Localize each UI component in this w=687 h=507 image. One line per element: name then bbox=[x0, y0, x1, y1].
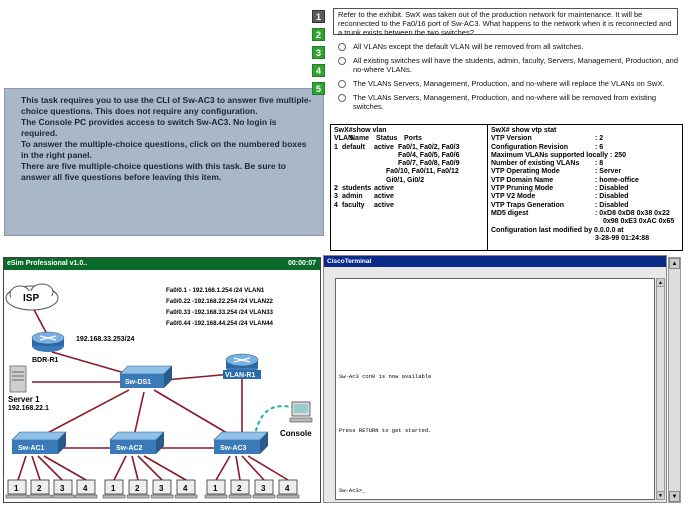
vtp-key: VTP Traps Generation bbox=[491, 201, 565, 209]
isp-label: ISP bbox=[23, 293, 40, 304]
radio-button[interactable] bbox=[338, 43, 346, 51]
host-number: 4 bbox=[83, 484, 88, 493]
vlan-ports: Fa0/10, Fa0/11, Fa0/12 bbox=[386, 168, 459, 176]
vlan-id: 1 bbox=[334, 143, 338, 151]
ac3-label: Sw-AC3 bbox=[220, 445, 247, 452]
vlan-r1-label: VLAN-R1 bbox=[225, 372, 256, 379]
vtp-value: : home-office bbox=[595, 176, 639, 184]
table-row bbox=[334, 160, 484, 168]
host-number: 1 bbox=[14, 484, 19, 493]
answer-option-2[interactable] bbox=[338, 56, 683, 74]
vlan-name bbox=[342, 168, 374, 176]
vlan-id bbox=[334, 160, 342, 168]
subnet-line-1: Fa0/0.1 - 192.168.1.254 /24 VLAN1 bbox=[166, 287, 265, 294]
question-button-3[interactable]: 3 bbox=[312, 46, 325, 59]
esim-window bbox=[3, 257, 321, 503]
table-row bbox=[491, 144, 679, 152]
vlan-name: admin bbox=[342, 193, 363, 201]
answer-option-1[interactable] bbox=[338, 42, 683, 51]
ac2-label: Sw-AC2 bbox=[116, 445, 143, 452]
terminal-prompt: Sw-Ac3>_ bbox=[339, 487, 366, 494]
esim-timer: 00:00:07 bbox=[287, 260, 316, 267]
vlan-status: active bbox=[374, 193, 394, 201]
terminal-line: Press RETURN to get started. bbox=[339, 427, 432, 434]
vlan-id bbox=[334, 168, 342, 176]
server-label: Server 1 bbox=[8, 395, 40, 404]
vtp-key: Configuration Revision bbox=[491, 143, 568, 151]
terminal-scrollbar[interactable] bbox=[656, 278, 665, 500]
host-pc-icon[interactable] bbox=[75, 480, 97, 498]
ac3-hosts bbox=[205, 480, 299, 498]
instruction-2: The Console PC provides access to switch Sw-AC3. No login is required. bbox=[21, 117, 277, 138]
vtp-key: Maximum VLANs supported locally bbox=[491, 151, 609, 159]
vlan-name: faculty bbox=[342, 201, 365, 209]
host-number: 2 bbox=[237, 484, 242, 493]
vtp-key: VTP Domain Name bbox=[491, 176, 554, 184]
table-row bbox=[334, 193, 484, 201]
bdr-ip-label: 192.168.33.253/24 bbox=[76, 336, 135, 343]
md5-continuation: 0x98 0xE3 0xAC 0x65 bbox=[603, 218, 675, 226]
answer-label: All VLANs except the default VLAN will be removed from all switches. bbox=[353, 42, 584, 51]
vlan-status: active bbox=[374, 185, 394, 193]
exhibit-output bbox=[330, 124, 683, 251]
table-row bbox=[491, 177, 679, 185]
bdr-label: BDR-R1 bbox=[32, 357, 59, 364]
vtp-value: : Server bbox=[595, 168, 622, 176]
vtp-value: : Disabled bbox=[595, 185, 629, 193]
radio-button[interactable] bbox=[338, 57, 346, 65]
vtp-key: VTP V2 Mode bbox=[491, 193, 536, 201]
host-pc-icon[interactable] bbox=[205, 480, 227, 498]
vlan-status: active bbox=[374, 143, 394, 151]
table-row bbox=[491, 185, 679, 193]
vlan-status bbox=[374, 160, 398, 168]
answer-option-4[interactable] bbox=[338, 93, 683, 111]
vlan-id bbox=[334, 177, 342, 185]
vtp-value: : 8 bbox=[595, 160, 604, 168]
vlan-status: active bbox=[374, 201, 394, 209]
vtp-value: : 6 bbox=[595, 143, 604, 151]
vtp-key: VTP Version bbox=[491, 135, 532, 143]
show-vlan-output bbox=[331, 125, 488, 250]
vtp-key: VTP Pruning Mode bbox=[491, 185, 554, 193]
host-number: 2 bbox=[135, 484, 140, 493]
table-row bbox=[491, 168, 679, 176]
answer-options bbox=[338, 42, 683, 116]
question-button-5[interactable]: 5 bbox=[312, 82, 325, 95]
link-ds1-ac3 bbox=[154, 390, 232, 436]
vlan-name bbox=[342, 152, 374, 160]
vlan-id bbox=[334, 152, 342, 160]
vtp-key: VTP Operating Mode bbox=[491, 168, 560, 176]
table-row bbox=[334, 202, 484, 210]
console-pc-icon[interactable] bbox=[290, 402, 312, 422]
vlan-ports bbox=[398, 193, 484, 201]
table-row bbox=[491, 135, 679, 143]
esim-title: eSim Professional v1.0.. bbox=[7, 260, 88, 267]
vlan-col-header: VLAN bbox=[334, 135, 354, 143]
cisco-terminal-window bbox=[323, 255, 667, 503]
vlan-name bbox=[342, 177, 374, 185]
console-label: Console bbox=[280, 429, 312, 438]
vlan-id: 2 bbox=[334, 185, 338, 193]
answer-label: The VLANs Servers, Management, Production, and no-where will be removed from existing switches. bbox=[353, 93, 657, 111]
vlan-status bbox=[374, 152, 398, 160]
answer-option-3[interactable] bbox=[338, 79, 683, 88]
host-pc-icon[interactable] bbox=[52, 480, 74, 498]
host-pc-icon[interactable] bbox=[29, 480, 51, 498]
ac1-label: Sw-AC1 bbox=[18, 445, 45, 452]
ports-col-header: Ports bbox=[404, 135, 422, 143]
table-row bbox=[491, 193, 679, 201]
link-ds1-ac1 bbox=[38, 390, 129, 438]
vlan-ports: Fa0/7, Fa0/8, Fa0/9 bbox=[398, 160, 460, 168]
bdr-router-icon[interactable] bbox=[32, 332, 64, 352]
scroll-down-icon[interactable]: ▼ bbox=[658, 493, 663, 499]
vlan-id: 3 bbox=[334, 193, 338, 201]
ds1-label: Sw-DS1 bbox=[125, 379, 152, 386]
vtp-value: : 250 bbox=[610, 151, 627, 159]
table-row bbox=[334, 185, 484, 193]
ac2-hosts bbox=[103, 480, 197, 498]
vlan-status bbox=[374, 177, 386, 185]
vtp-value: : 2 bbox=[595, 135, 604, 143]
vtp-command: SwX# show vtp stat bbox=[491, 127, 557, 134]
table-row bbox=[491, 160, 679, 168]
terminal-title-bar: CiscoTerminal bbox=[324, 256, 666, 267]
task-instructions bbox=[4, 88, 324, 236]
host-pc-icon[interactable] bbox=[127, 480, 149, 498]
scroll-up-icon[interactable]: ▲ bbox=[669, 258, 680, 269]
host-number: 3 bbox=[60, 484, 65, 493]
last-modified: Configuration last modified by 0.0.0.0 at bbox=[491, 226, 624, 234]
host-pc-icon[interactable] bbox=[253, 480, 275, 498]
scroll-down-icon[interactable]: ▼ bbox=[669, 491, 680, 502]
answer-label: All existing switches will have the students, admin, faculty, Servers, Management, Production, and no-where VLANs. bbox=[353, 56, 679, 74]
server-ip-label: 192.168.22.1 bbox=[8, 405, 49, 412]
terminal-line: Sw-Ac3 con0 is now available bbox=[339, 373, 432, 380]
vtp-key: Number of existing VLANs bbox=[491, 160, 580, 168]
terminal-screen[interactable] bbox=[335, 278, 655, 500]
host-number: 4 bbox=[285, 484, 290, 493]
vtp-key: MD5 digest bbox=[491, 209, 529, 217]
vlan-ports: Fa0/1, Fa0/2, Fa0/3 bbox=[398, 143, 460, 151]
vlan-status bbox=[374, 168, 386, 176]
host-pc-icon[interactable] bbox=[103, 480, 125, 498]
vlan-name: default bbox=[342, 143, 365, 151]
radio-button[interactable] bbox=[338, 80, 346, 88]
vtp-value: : Disabled bbox=[595, 201, 629, 209]
host-pc-icon[interactable] bbox=[175, 480, 197, 498]
link-ds1-ac2 bbox=[134, 392, 144, 436]
vlan-name: students bbox=[342, 185, 372, 193]
table-row bbox=[334, 144, 484, 152]
answer-label: The VLANs Servers, Management, Production, and no-where will replace the VLANs on SwX. bbox=[353, 79, 665, 88]
subnet-line-2: Fa0/0.22 -192.168.22.254 /24 VLAN22 bbox=[166, 298, 273, 305]
subnet-line-3: Fa0/0.33 -192.168.33.254 /24 VLAN33 bbox=[166, 309, 273, 316]
server-icon[interactable] bbox=[10, 366, 26, 392]
vlan-name bbox=[342, 160, 374, 168]
network-topology bbox=[4, 270, 320, 502]
table-row bbox=[491, 202, 679, 210]
table-row bbox=[491, 152, 679, 160]
vlan-header-row bbox=[334, 135, 484, 143]
question-button-4[interactable]: 4 bbox=[312, 64, 325, 77]
host-pc-icon[interactable] bbox=[151, 480, 173, 498]
ac1-hosts bbox=[6, 480, 97, 498]
scroll-up-icon[interactable]: ▲ bbox=[658, 280, 663, 286]
question-text: Refer to the exhibit. SwX was taken out of the production network for maintenance. It will be reconnected to the Fa0/16 port of Sw-AC3. What happens to the network when it is reconnected and a trunk exists between the two switches? bbox=[333, 8, 678, 35]
vlan-ports: Gi0/1, Gi0/2 bbox=[386, 176, 425, 184]
vlan-command: SwX#show vlan bbox=[334, 127, 387, 134]
host-number: 1 bbox=[213, 484, 218, 493]
host-pc-icon[interactable] bbox=[6, 480, 28, 498]
host-pc-icon[interactable] bbox=[277, 480, 299, 498]
subnet-line-4: Fa0/0.44 -192.168.44.254 /24 VLAN44 bbox=[166, 320, 273, 327]
vtp-value: : 0xD8 0xD8 0x38 0x22 bbox=[595, 209, 670, 217]
vlan-ports bbox=[398, 202, 484, 210]
table-row bbox=[334, 168, 484, 176]
instruction-3: To answer the multiple-choice questions, click on the numbered boxes in the right panel. bbox=[21, 139, 307, 160]
question-button-1[interactable]: 1 bbox=[312, 10, 325, 23]
vlan-rows bbox=[334, 144, 484, 210]
vtp-value: : Disabled bbox=[595, 193, 629, 201]
host-number: 1 bbox=[111, 484, 116, 493]
instruction-4: There are five multiple-choice questions with this task. Be sure to answer all five questions before leaving this item. bbox=[21, 161, 286, 182]
status-col-header: Status bbox=[376, 135, 398, 143]
window-scrollbar[interactable] bbox=[668, 257, 681, 503]
host-pc-icon[interactable] bbox=[229, 480, 251, 498]
question-number-list bbox=[312, 10, 328, 100]
table-row bbox=[334, 177, 484, 185]
host-number: 3 bbox=[261, 484, 266, 493]
radio-button[interactable] bbox=[338, 94, 346, 102]
vlan-ports: Fa0/4, Fa0/5, Fa0/6 bbox=[398, 151, 460, 159]
name-col-header: Name bbox=[350, 135, 370, 143]
host-number: 2 bbox=[37, 484, 42, 493]
show-vtp-status-output bbox=[488, 125, 682, 250]
host-number: 3 bbox=[159, 484, 164, 493]
vlan-ports bbox=[398, 185, 484, 193]
last-modified-time: 3-28-99 01:24:88 bbox=[595, 234, 650, 242]
link-isp-bdr bbox=[32, 306, 48, 336]
esim-title-bar bbox=[4, 258, 320, 270]
host-number: 4 bbox=[183, 484, 188, 493]
vlan-id: 4 bbox=[334, 201, 338, 209]
table-row bbox=[334, 152, 484, 160]
question-button-2[interactable]: 2 bbox=[312, 28, 325, 41]
table-row bbox=[491, 210, 679, 218]
instruction-1: This task requires you to use the CLI of Sw-AC3 to answer five multiple-choice questions. This does not require any configuration. bbox=[21, 95, 312, 116]
